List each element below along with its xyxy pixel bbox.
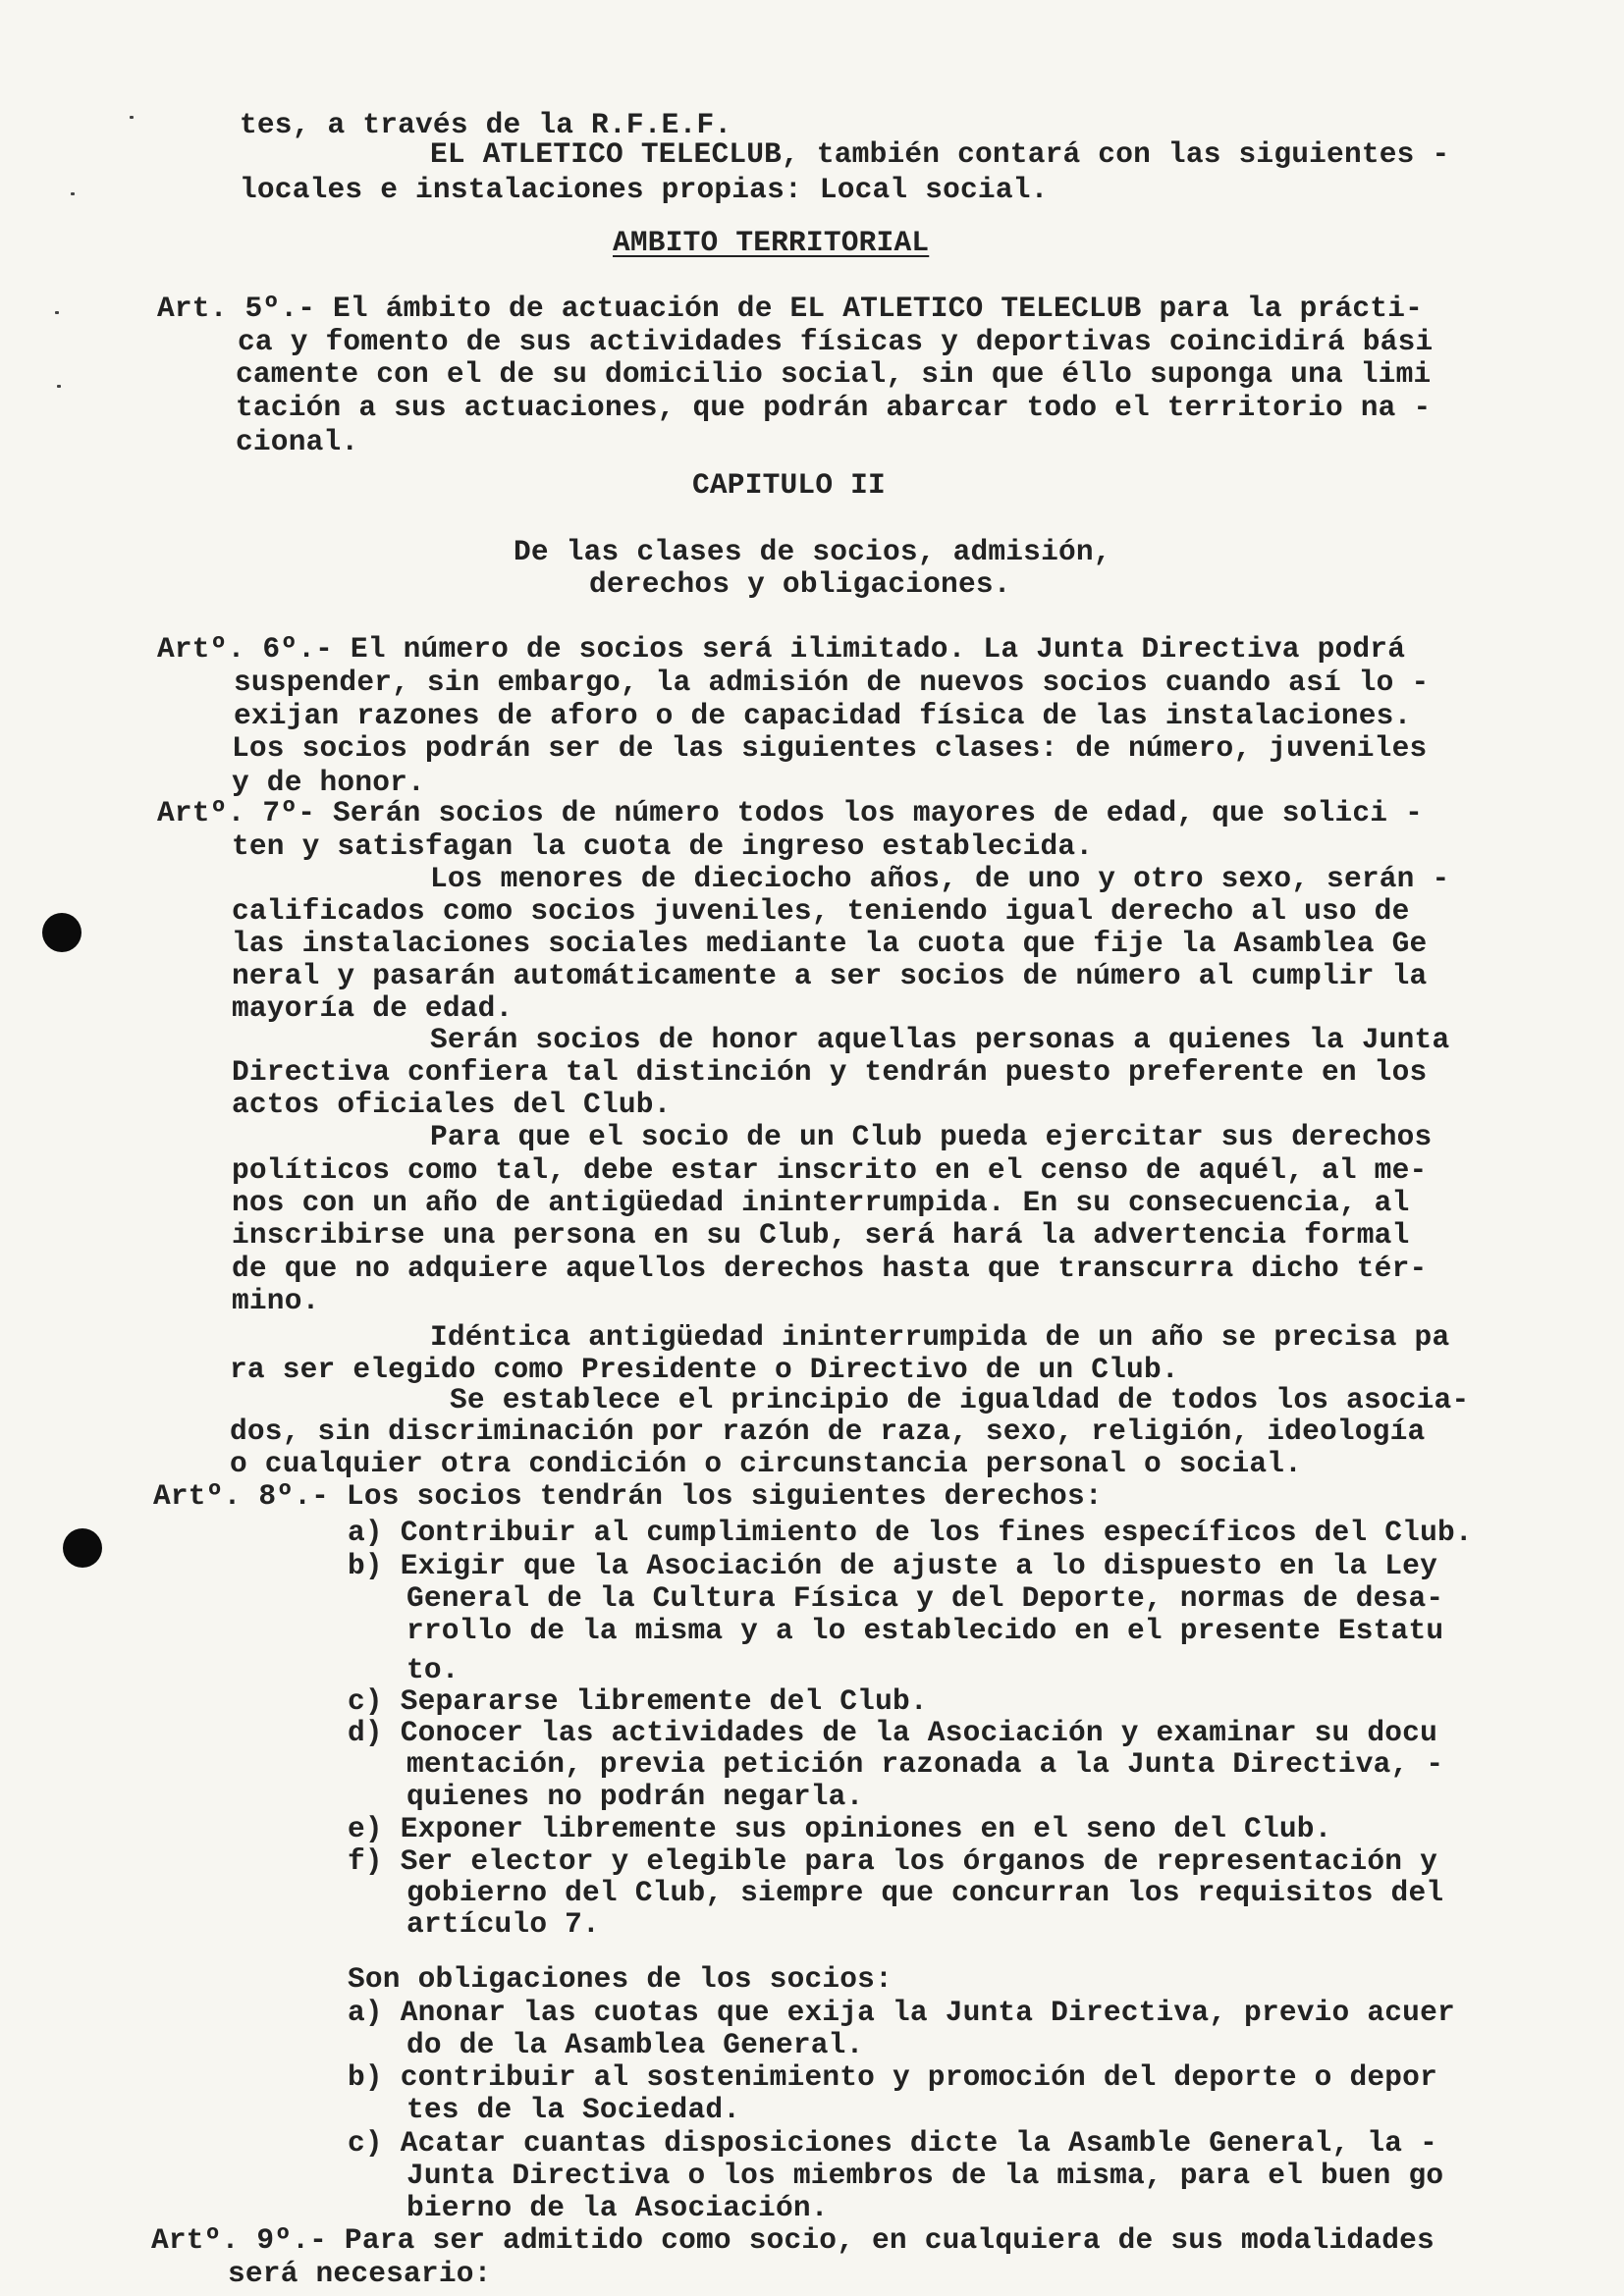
text-line: Se establece el principio de igualdad de todos los asocia-	[450, 1383, 1470, 1416]
text-line: EL ATLETICO TELECLUB, también contará con las siguientes -	[430, 137, 1450, 171]
text-line: o cualquier otra condición o circunstancia personal o social.	[230, 1447, 1303, 1480]
text-line: locales e instalaciones propias: Local social.	[240, 173, 1049, 206]
text-line: ten y satisfagan la cuota de ingreso establecida.	[232, 829, 1094, 863]
article-line: Artº. 8º.- Los socios tendrán los siguientes derechos:	[153, 1479, 1103, 1513]
text-line: ca y fomento de sus actividades físicas y deportivas coincidirá bási	[238, 325, 1434, 358]
chapter-heading: CAPITULO II	[692, 468, 886, 502]
text-line: ra ser elegido como Presidente o Directivo de un Club.	[230, 1353, 1179, 1386]
margin-mark	[71, 192, 75, 195]
text-line: Directiva confiera tal distinción y tendrán puesto preferente en los	[232, 1055, 1428, 1089]
list-item: rrollo de la misma y a lo establecido en el presente Estatu	[406, 1614, 1444, 1647]
text-line: tes, a través de la R.F.E.F.	[240, 108, 732, 141]
list-item: d) Conocer las actividades de la Asociación y examinar su docu	[348, 1716, 1437, 1749]
text-line: mayoría de edad.	[232, 991, 514, 1025]
text-line: actos oficiales del Club.	[232, 1088, 672, 1121]
text-line: cional.	[236, 425, 359, 458]
text-line: Para que el socio de un Club pueda ejercitar sus derechos	[430, 1120, 1433, 1153]
list-item: a) Contribuir al cumplimiento de los fines específicos del Club.	[348, 1516, 1473, 1549]
margin-mark	[130, 116, 134, 119]
text-line: será necesario:	[228, 2257, 492, 2290]
margin-mark	[55, 311, 59, 314]
list-item: do de la Asamblea General.	[406, 2028, 864, 2061]
section-heading: AMBITO TERRITORIAL	[613, 226, 930, 259]
list-item: e) Exponer libremente sus opiniones en el seno del Club.	[348, 1812, 1332, 1845]
list-item: a) Anonar las cuotas que exija la Junta Directiva, previo acuer	[348, 1996, 1455, 2029]
list-item: c) Separarse libremente del Club.	[348, 1684, 928, 1718]
text-line: Son obligaciones de los socios:	[348, 1962, 893, 1996]
list-item: General de la Cultura Física y del Deporte, normas de desa-	[406, 1581, 1444, 1615]
text-line: Idéntica antigüedad ininterrumpida de un año se precisa pa	[430, 1320, 1450, 1354]
text-line: dos, sin discriminación por razón de raza, sexo, religión, ideología	[230, 1415, 1426, 1448]
text-line: suspender, sin embargo, la admisión de nuevos socios cuando así lo -	[234, 666, 1430, 699]
punch-hole-top	[42, 913, 81, 952]
list-item: tes de la Sociedad.	[406, 2093, 741, 2126]
list-item: to.	[406, 1653, 460, 1686]
text-line: las instalaciones sociales mediante la cuota que fije la Asamblea Ge	[232, 927, 1428, 960]
list-item: bierno de la Asociación.	[406, 2191, 829, 2224]
list-item: c) Acatar cuantas disposiciones dicte la Asamble General, la -	[348, 2126, 1437, 2160]
text-line: nos con un año de antigüedad ininterrumpida. En su consecuencia, al	[232, 1186, 1410, 1219]
text-line: mino.	[232, 1284, 320, 1317]
punch-hole-bottom	[63, 1528, 102, 1568]
chapter-subtitle: De las clases de socios, admisión,	[514, 535, 1111, 568]
list-item: gobierno del Club, siempre que concurran los requisitos del	[406, 1876, 1444, 1909]
text-line: neral y pasarán automáticamente a ser socios de número al cumplir la	[232, 959, 1428, 992]
margin-mark	[57, 385, 61, 388]
text-line: políticos como tal, debe estar inscrito en el censo de aquél, al me-	[232, 1153, 1428, 1187]
text-line: Los socios podrán ser de las siguientes clases: de número, juveniles	[232, 731, 1428, 765]
list-item: Junta Directiva o los miembros de la misma, para el buen go	[406, 2159, 1444, 2192]
text-line: Serán socios de honor aquellas personas a quienes la Junta	[430, 1023, 1450, 1056]
chapter-subtitle: derechos y obligaciones.	[589, 567, 1011, 601]
article-line: Artº. 6º.- El número de socios será ilimitado. La Junta Directiva podrá	[157, 632, 1406, 666]
list-item: b) contribuir al sostenimiento y promoción del deporte o depor	[348, 2060, 1437, 2094]
text-line: tación a sus actuaciones, que podrán abarcar todo el territorio na -	[236, 391, 1432, 424]
list-item: quienes no podrán negarla.	[406, 1780, 864, 1813]
list-item: artículo 7.	[406, 1907, 600, 1941]
text-line: exijan razones de aforo o de capacidad física de las instalaciones.	[234, 699, 1412, 732]
list-item: b) Exigir que la Asociación de ajuste a lo dispuesto en la Ley	[348, 1549, 1437, 1582]
list-item: mentación, previa petición razonada a la Junta Directiva, -	[406, 1747, 1444, 1781]
article-line: Art. 5º.- El ámbito de actuación de EL ATLETICO TELECLUB para la prácti-	[157, 292, 1424, 325]
text-line: inscribirse una persona en su Club, será hará la advertencia formal	[232, 1218, 1410, 1252]
text-line: calificados como socios juveniles, teniendo igual derecho al uso de	[232, 894, 1410, 928]
text-line: de que no adquiere aquellos derechos hasta que transcurra dicho tér-	[232, 1252, 1428, 1285]
list-item: f) Ser elector y elegible para los órganos de representación y	[348, 1844, 1437, 1878]
article-line: Artº. 9º.- Para ser admitido como socio, en cualquiera de sus modalidades	[151, 2223, 1435, 2257]
text-line: camente con el de su domicilio social, sin que éllo suponga una limi	[236, 357, 1432, 391]
text-line: y de honor.	[232, 766, 425, 799]
text-line: Los menores de dieciocho años, de uno y otro sexo, serán -	[430, 862, 1450, 895]
article-line: Artº. 7º- Serán socios de número todos los mayores de edad, que solici -	[157, 796, 1424, 829]
